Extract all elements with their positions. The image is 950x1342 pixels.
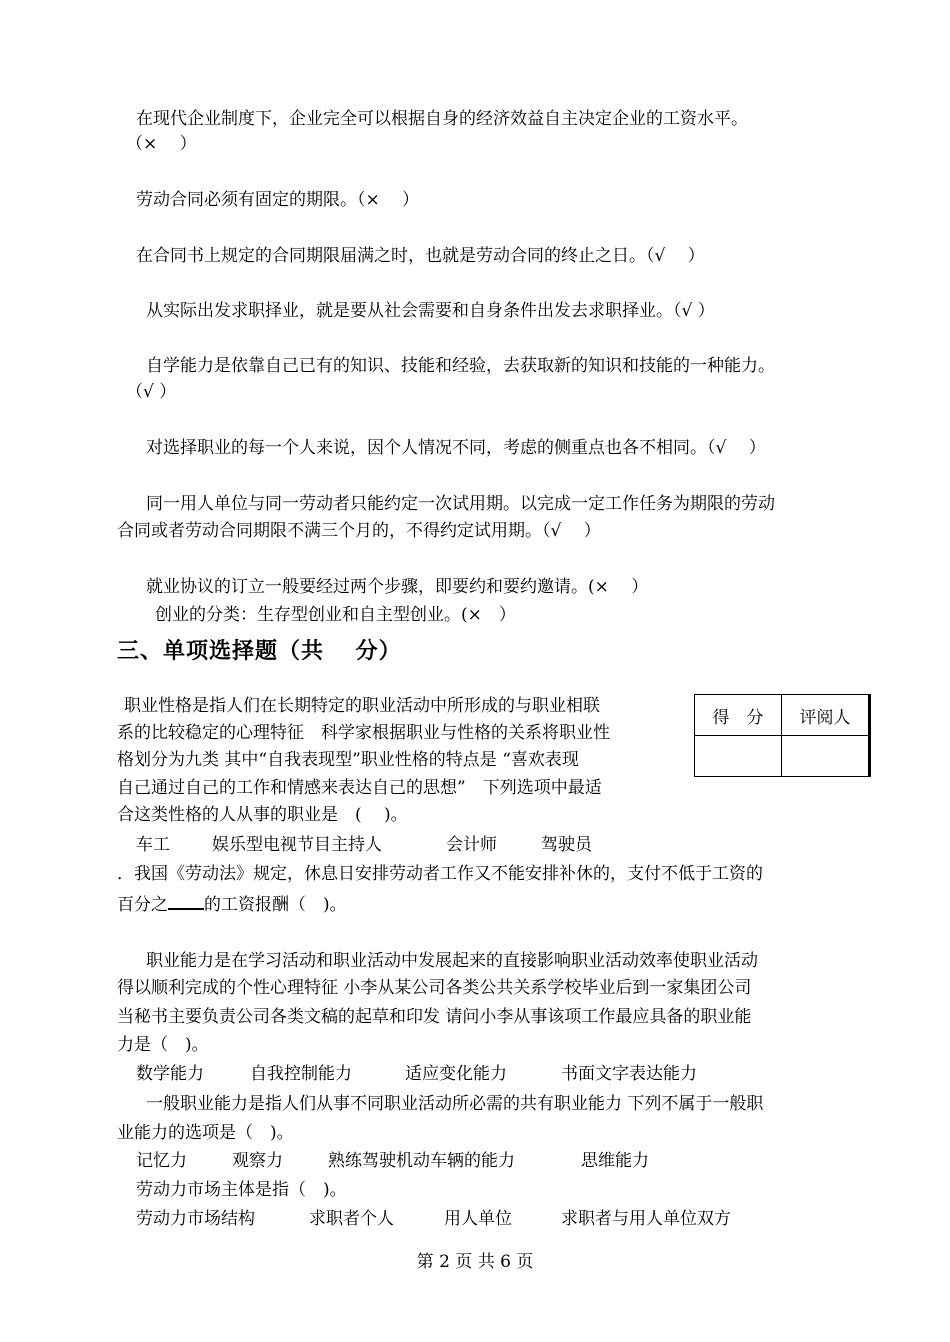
q2-line-2-pre: 百分之 (117, 895, 168, 915)
judgment-1-answer: （× ） (126, 134, 197, 154)
q2-line-2 (117, 893, 347, 915)
q1-line-1: 职业性格是指人们在长期特定的职业活动中所形成的与职业相联 (124, 696, 600, 716)
q1-line-3: 格划分为九类 其中“自我表现型”职业性格的特点是 “喜欢表现 (117, 750, 579, 770)
q5-option-b: 求职者个人 (309, 1209, 394, 1229)
judgment-3: 在合同书上规定的合同期限届满之时，也就是劳动合同的终止之日。（√ ） (136, 246, 705, 266)
q4-option-b: 观察力 (232, 1151, 283, 1171)
q1-line-2: 系的比较稳定的心理特征 科学家根据职业与性格的关系将职业性 (117, 723, 610, 743)
q5-option-a: 劳动力市场结构 (136, 1209, 255, 1229)
judgment-5-line-1: 自学能力是依靠自己已有的知识、技能和经验，去获取新的知识和技能的一种能力。 (146, 356, 775, 376)
q4-line-2: 业能力的选项是（ )。 (117, 1123, 294, 1143)
q5-option-c: 用人单位 (444, 1209, 512, 1229)
q4-line-1: 一般职业能力是指人们从事不同职业活动所必需的共有职业能力 下列不属于一般职 (146, 1094, 764, 1114)
q2-line-1: ．我国《劳动法》规定，休息日安排劳动者工作又不能安排补休的，支付不低于工资的 (117, 864, 763, 884)
q1-option-c: 会计师 (446, 835, 497, 855)
judgment-8: 就业协议的订立一般要经过两个步骤，即要约和要约邀请。(× ） (146, 577, 649, 597)
grader-cell (782, 736, 870, 777)
q2-line-2-post: 的工资报酬（ )。 (204, 895, 347, 915)
judgment-7-line-2: 合同或者劳动合同期限不满三个月的，不得约定试用期。（√ ） (117, 521, 601, 541)
answer-blank (168, 893, 204, 910)
q5-line-1: 劳动力市场主体是指（ )。 (136, 1180, 347, 1200)
q3-option-c: 适应变化能力 (405, 1064, 507, 1084)
q4-option-c: 熟练驾驶机动车辆的能力 (328, 1151, 515, 1171)
q4-option-a: 记忆力 (136, 1151, 187, 1171)
q1-option-d: 驾驶员 (541, 835, 592, 855)
page-footer: 第 2 页 共 6 页 (416, 1252, 534, 1272)
q3-line-3: 当秘书主要负责公司各类文稿的起草和印发 请问小李从事该项工作最应具备的职业能 (117, 1007, 752, 1027)
q1-option-b: 娱乐型电视节目主持人 (212, 835, 382, 855)
judgment-2: 劳动合同必须有固定的期限。（× ） (136, 190, 420, 210)
q5-option-d: 求职者与用人单位双方 (561, 1209, 731, 1229)
q4-option-d: 思维能力 (581, 1151, 649, 1171)
grader-header: 评阅人 (782, 695, 870, 736)
score-header: 得 分 (695, 695, 782, 736)
section-title: 三、单项选择题（共 分） (117, 639, 402, 664)
q3-line-4: 力是（ )。 (117, 1035, 209, 1055)
q3-line-1: 职业能力是在学习活动和职业活动中发展起来的直接影响职业活动效率使职业活动 (146, 951, 758, 971)
q3-line-2: 得以顺利完成的个性心理特征 小李从某公司各类公共关系学校毕业后到一家集团公司 (117, 978, 752, 998)
score-cell (695, 736, 782, 777)
q3-option-a: 数学能力 (136, 1064, 204, 1084)
q1-line-4: 自己通过自己的工作和情感来表达自己的思想” 下列选项中最适 (117, 778, 602, 798)
judgment-7-line-1: 同一用人单位与同一劳动者只能约定一次试用期。以完成一定工作任务为期限的劳动 (146, 494, 775, 514)
judgment-5-answer: （√ ） (126, 382, 177, 402)
judgment-4: 从实际出发求职择业，就是要从社会需要和自身条件出发去求职择业。（√ ） (146, 301, 715, 321)
judgment-9: 创业的分类：生存型创业和自主型创业。(× ） (155, 605, 516, 625)
judgment-6: 对选择职业的每一个人来说，因个人情况不同，考虑的侧重点也各不相同。（√ ） (146, 438, 766, 458)
q3-option-d: 书面文字表达能力 (561, 1064, 697, 1084)
q3-option-b: 自我控制能力 (250, 1064, 352, 1084)
q1-line-5: 合这类性格的人从事的职业是 ( )。 (117, 805, 408, 825)
q1-option-a: 车工 (136, 835, 170, 855)
judgment-1-line-1: 在现代企业制度下，企业完全可以根据自身的经济效益自主决定企业的工资水平。 (136, 109, 748, 129)
score-table (694, 694, 871, 777)
